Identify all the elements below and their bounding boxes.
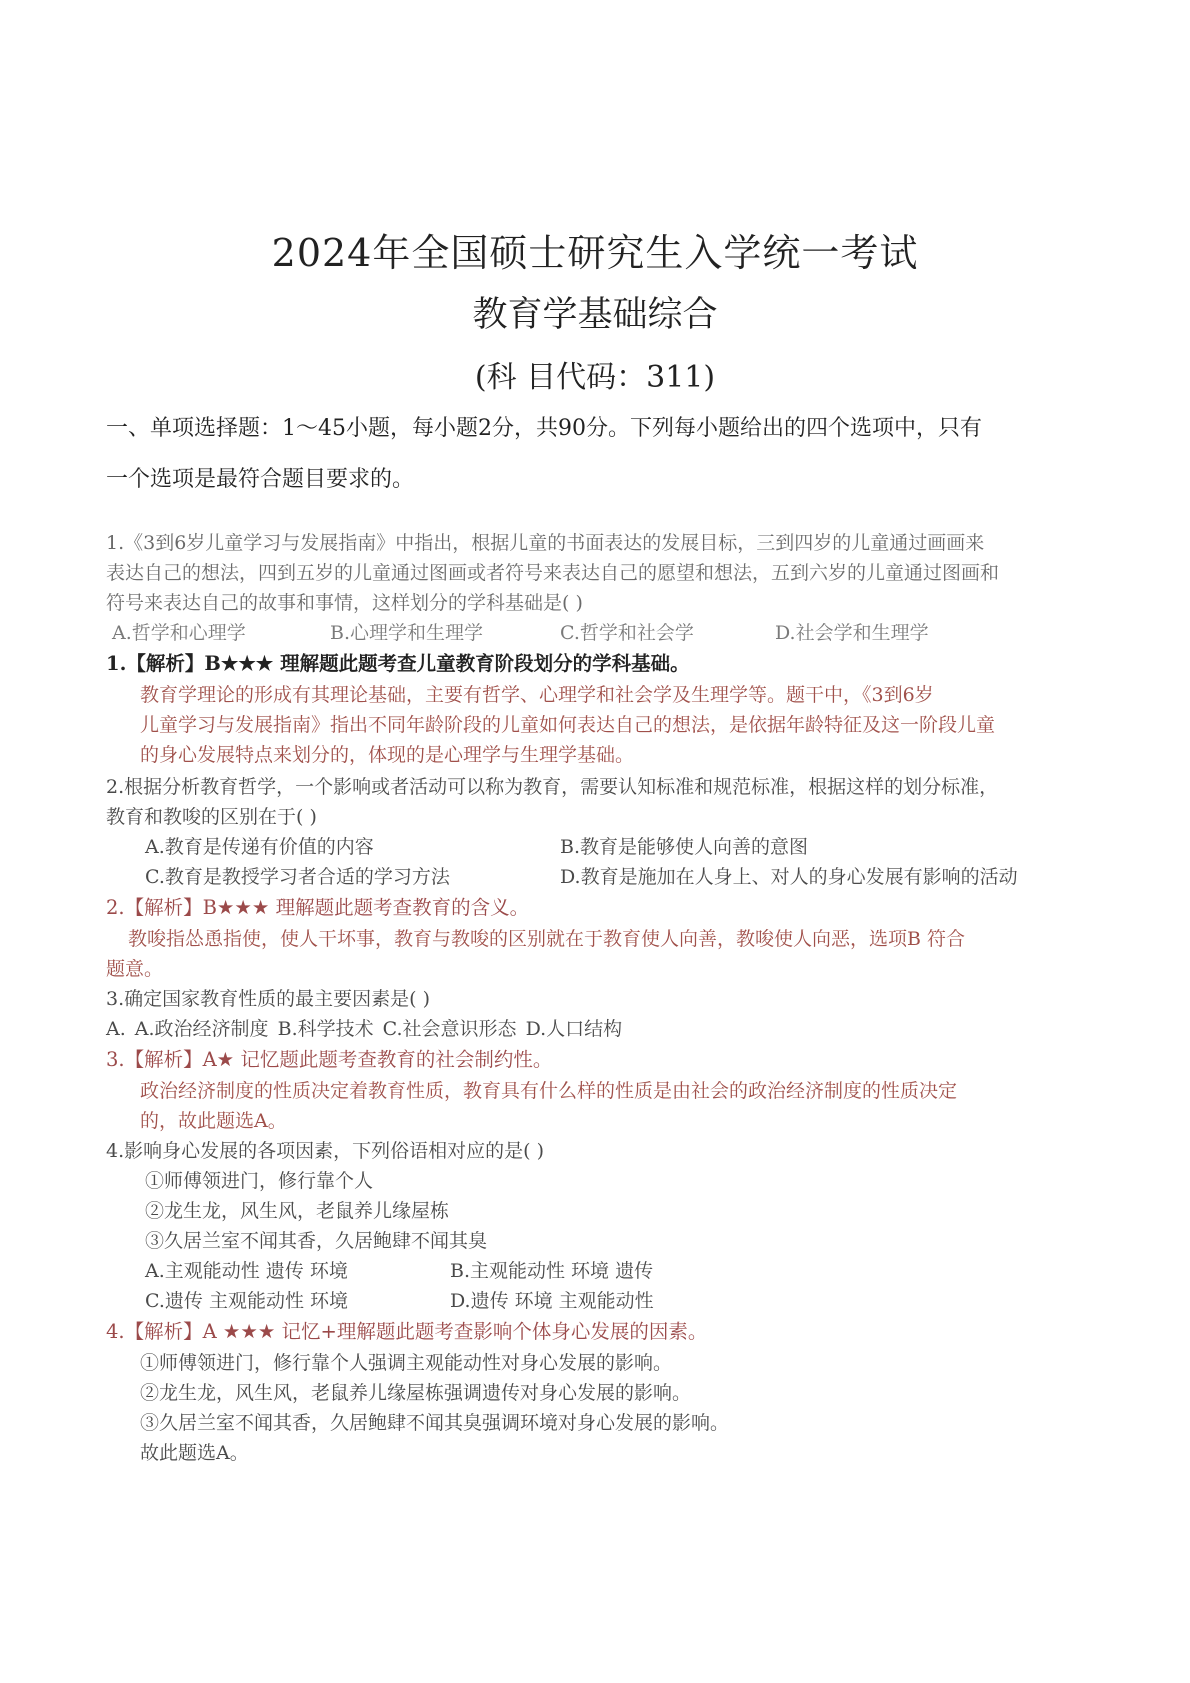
q1-answer-heading: 1.【解析】B★★★ 理解题此题考查儿童教育阶段划分的学科基础。 [106,652,690,675]
q4-item-2: ②龙生龙，风生风，老鼠养儿缘屋栋 [145,1200,450,1222]
q1-stem-line1: 1.《3到6岁儿童学习与发展指南》中指出，根据儿童的书面表达的发展目标，三到四岁的儿童通过画画来 [106,532,985,554]
q4-stem: 4.影响身心发展的各项因素，下列俗语相对应的是( ) [106,1140,544,1162]
section-instruction-line2: 一个选项是最符合题目要求的。 [106,467,415,492]
q1-stem-line2: 表达自己的想法，四到五岁的儿童通过图画或者符号来表达自己的愿望和想法，五到六岁的儿童通过图画和 [106,562,1000,584]
q4-item-3: ③久居兰室不闻其香，久居鲍肆不闻其臭 [145,1230,488,1252]
q4-option-a: A.主观能动性 遗传 环境 [145,1260,348,1282]
q1-option-c: C.哲学和社会学 [560,622,694,644]
q2-answer-heading: 2.【解析】B★★★ 理解题此题考查教育的含义。 [106,896,530,919]
q4-option-c: C.遗传 主观能动性 环境 [145,1290,348,1312]
q4-answer-line3: ③久居兰室不闻其香，久居鲍肆不闻其臭强调环境对身心发展的影响。 [140,1412,730,1434]
subject-code: (科 目代码：311) [474,360,716,395]
q2-option-b: B.教育是能够使人向善的意图 [560,836,809,858]
q2-option-a: A.教育是传递有价值的内容 [145,836,374,858]
q1-option-a: A.哲学和心理学 [112,622,246,644]
q3-answer-line1: 政治经济制度的性质决定着教育性质，教育具有什么样的性质是由社会的政治经济制度的性质决定 [140,1080,958,1102]
q4-answer-line2: ②龙生龙，风生风，老鼠养儿缘屋栋强调遗传对身心发展的影响。 [140,1382,692,1404]
q2-stem-line2: 教育和教唆的区别在于( ) [106,806,317,828]
q4-answer-line4: 故此题选A。 [140,1442,249,1464]
q4-answer-heading: 4.【解析】A ★★★ 记忆+理解题此题考查影响个体身心发展的因素。 [106,1320,708,1343]
q3-answer-line2: 的，故此题选A。 [140,1110,287,1132]
q1-option-b: B.心理学和生理学 [330,622,484,644]
q2-option-d: D.教育是施加在人身上、对人的身心发展有影响的活动 [560,866,1018,888]
q1-answer-line1: 教育学理论的形成有其理论基础，主要有哲学、心理学和社会学及生理学等。题干中，《3到6岁 [140,684,934,706]
q2-answer-line2: 题意。 [106,958,164,980]
q4-option-b: B.主观能动性 环境 遗传 [450,1260,654,1282]
q1-answer-line2: 儿童学习与发展指南》指出不同年龄阶段的儿童如何表达自己的想法，是依据年龄特征及这一阶段儿童 [140,714,996,736]
q4-item-1: ①师傅领进门，修行靠个人 [145,1170,374,1192]
q4-option-d: D.遗传 环境 主观能动性 [450,1290,654,1312]
q2-option-c: C.教育是教授学习者合适的学习方法 [145,866,450,888]
q2-stem-line1: 2.根据分析教育哲学，一个影响或者活动可以称为教育，需要认知标准和规范标准，根据这样的划分标准， [106,776,999,798]
exam-subject: 教育学基础综合 [472,295,718,335]
q4-answer-line1: ①师傅领进门，修行靠个人强调主观能动性对身心发展的影响。 [140,1352,673,1374]
q2-answer-line1: 教唆指怂恿指使，使人干坏事，教育与教唆的区别就在于教育使人向善，教唆使人向恶，选项B 符合 [128,928,966,950]
q3-options: A. A.政治经济制度 B.科学技术 C.社会意识形态 D.人口结构 [106,1018,623,1040]
q1-answer-line3: 的身心发展特点来划分的，体现的是心理学与生理学基础。 [140,744,635,766]
q1-option-d: D.社会学和生理学 [775,622,929,644]
q3-stem: 3.确定国家教育性质的最主要因素是( ) [106,988,430,1010]
q3-answer-heading: 3.【解析】A★ 记忆题此题考查教育的社会制约性。 [106,1048,553,1071]
exam-title: 2024年全国硕士研究生入学统一考试 [271,231,919,275]
section-instruction-line1: 一、单项选择题：1～45小题，每小题2分，共90分。下列每小题给出的四个选项中，只有 [106,416,982,441]
q1-stem-line3: 符号来表达自己的故事和事情，这样划分的学科基础是( ) [106,592,583,614]
